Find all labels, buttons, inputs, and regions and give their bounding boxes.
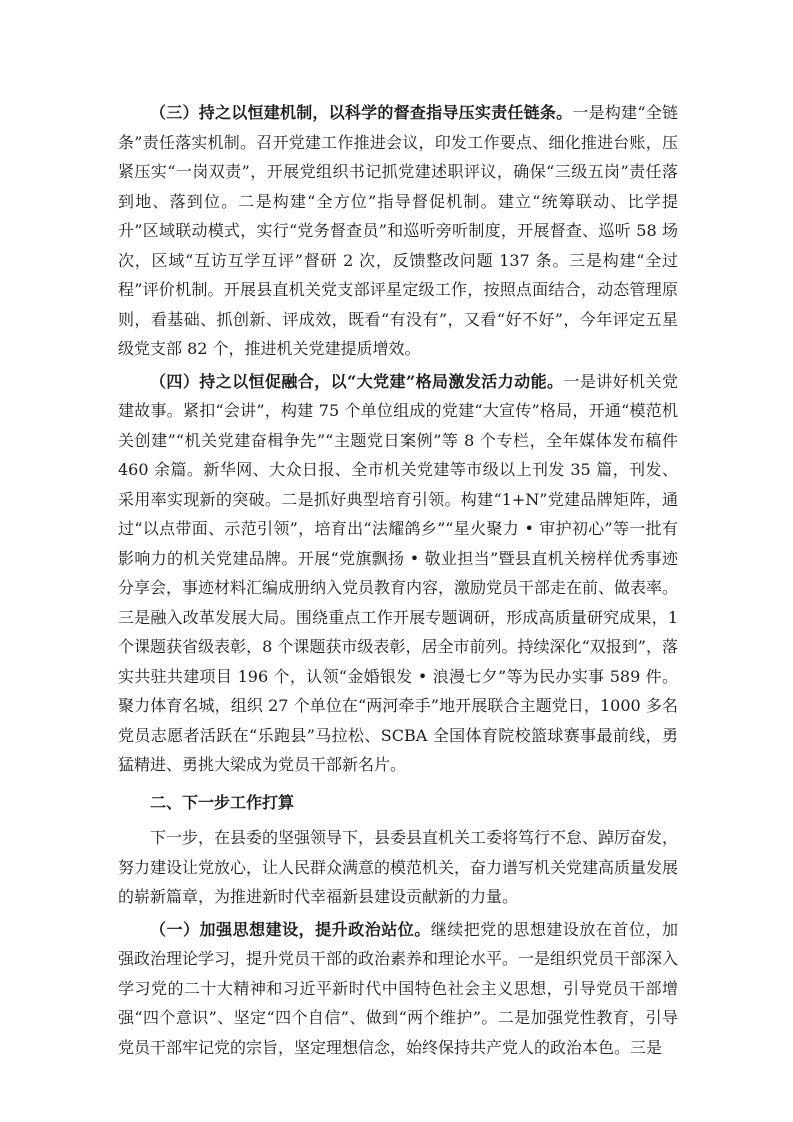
paragraph-four-heading: （四）持之以恒促融合，以“大党建”格局激发活力动能。	[150, 371, 564, 391]
paragraph-three-text: 一是构建“全链条”责任落实机制。召开党建工作推进会议，印发工作要点、细化推进台账，压紧压实“一岗双责”，开展党组织书记抓党建述职评议，确保“三级五岗”责任落到地、落到位。二是构建“全方位”指导督促机制。建立“统筹联动、比学提升”区域联动模式，实行“党务督查员”和巡听旁听制度，开展督查、巡听 58 场次，区域“互访互学互评”督研 2 次，反馈整改问题 137 条。三是构建“全过程”评价机制。开展县直机关党支部评星定级工作，按照点面结合，动态管理原则，看基础、抓创新、评成效，既看“有没有”，又看“好不好”，今年评定五星级党支部 82 个，推进机关党建提质增效。	[118, 103, 678, 358]
paragraph-three-heading: （三）持之以恒建机制，以科学的督查指导压实责任链条。	[150, 103, 573, 122]
paragraph-four	[118, 367, 678, 780]
document-body	[118, 98, 678, 1065]
paragraph-three	[118, 98, 678, 364]
section-heading: 二、下一步工作打算	[150, 792, 295, 812]
paragraph-next-one-heading: （一）加强思想建设，提升政治站位。	[150, 919, 431, 939]
intro-paragraph: 下一步，在县委的坚强领导下，县委县直机关工委将笃行不怠、踔厉奋发，努力建设让党放心，让人民群众满意的模范机关，奋力谱写机关党建高质量发展的崭新篇章，为推进新时代幸福新县建设贡献新的力量。	[118, 828, 679, 906]
paragraph-next-one-text: 继续把党的思想建设放在首位，加强政治理论学习，提升党员干部的政治素养和理论水平。一是组织党员干部深入学习党的二十大精神和习近平新时代中国特色社会主义思想，引导党员干部增强“四个意识”、坚定“四个自信”、做到“两个维护”。二是加强党性教育，引导党员干部牢记党的宗旨，坚定理想信念，始终保持共产党人的政治本色。三是	[118, 919, 679, 1057]
paragraph-four-text: 一是讲好机关党建故事。紧扣“会讲”，构建 75 个单位组成的党建“大宣传”格局，开通“模范机关创建”“机关党建奋楫争先”“主题党日案例”等 8 个专栏，全年媒体发布稿件 460 余篇。新华网、大众日报、全市机关党建等市级以上刊发 35 篇，刊发、采用率实现新的突破。二是抓好典型培育引领。构建“1+N”党建品牌矩阵，通过“以点带面、示范引领”，培育出“法耀鸽乡”“星火聚力 • 审护初心”等一批有影响力的机关党建品牌。开展“党旗飘扬 • 敬业担当”暨县直机关榜样优秀事迹分享会，事迹材料汇编成册纳入党员教育内容，激励党员干部走在前、做表率。三是融入改革发展大局。围绕重点工作开展专题调研，形成高质量研究成果，1 个课题获省级表彰，8 个课题获市级表彰，居全市前列。持续深化“双报到”，落实共驻共建项目 196 个，认领“金婚银发 • 浪漫七夕”等为民办实事 589 件。聚力体育名城，组织 27 个单位在“两河牵手”地开展联合主题党日，1000 多名党员志愿者活跃在“乐跑县”马拉松、SCBA 全国体育院校篮球赛事最前线，勇猛精进、勇挑大梁成为党员干部新名片。	[118, 371, 679, 774]
paragraph-next-one	[118, 915, 678, 1063]
